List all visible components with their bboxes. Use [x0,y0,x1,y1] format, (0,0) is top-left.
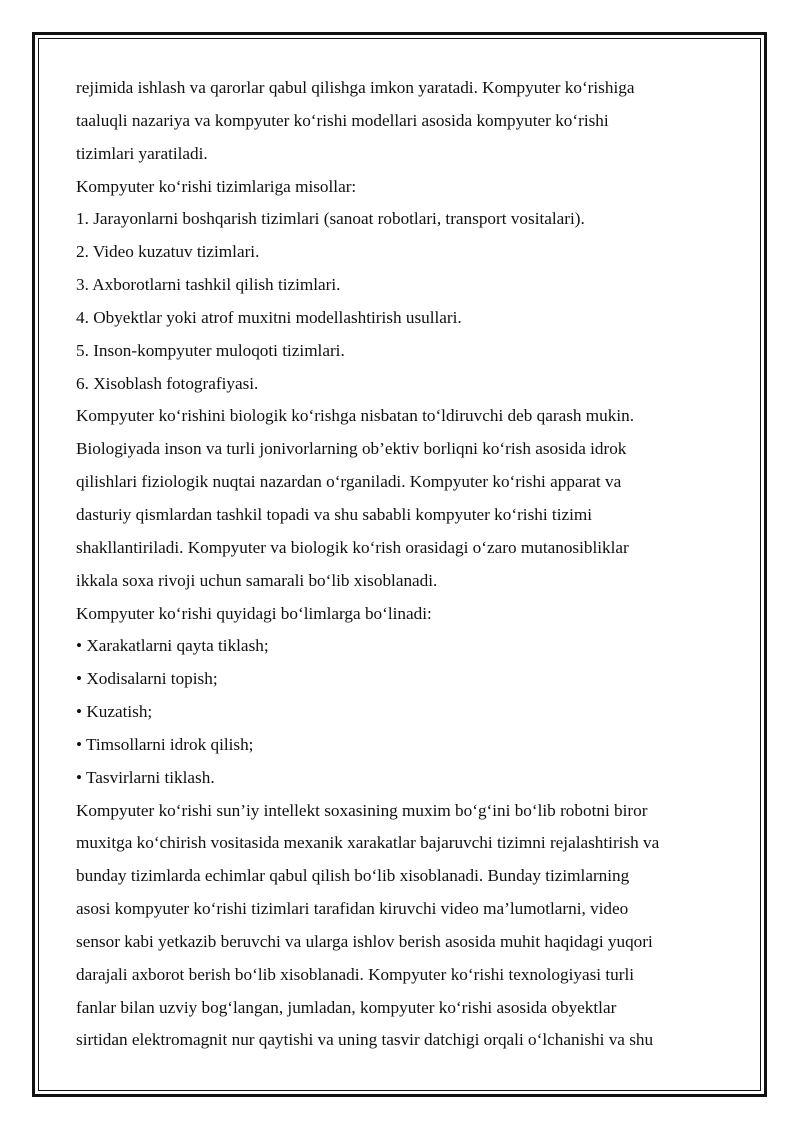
text-line: Kompyuter ko‘rishi quyidagi bo‘limlarga bo‘linadi: [76,603,432,623]
text-line: Kompyuter ko‘rishini biologik ko‘rishga nisbatan to‘ldiruvchi deb qarash mukin. [76,406,635,426]
list-item: 4. Obyektlar yoki atrof muxitni modellashtirish usullari. [76,307,462,327]
text-line: sensor kabi yetkazib beruvchi va ularga ishlov berish asosida muhit haqidagi yuqori [76,931,653,951]
text-line: shakllantiriladi. Kompyuter va biologik ko‘rish orasidagi o‘zaro mutanosibliklar [76,537,629,557]
bullet-item: • Tasvirlarni tiklash. [76,767,215,787]
text-line: muxitga ko‘chirish vositasida mexanik xarakatlar bajaruvchi tizimni rejalashtirish va [76,833,660,853]
bullet-item: • Kuzatish; [76,702,153,722]
text-line: ikkala soxa rivoji uchun samarali bo‘lib xisoblanadi. [76,570,438,590]
text-line: Biologiyada inson va turli jonivorlarning ob’ektiv borliqni ko‘rish asosida idrok [76,439,627,459]
list-item: 1. Jarayonlarni boshqarish tizimlari (sanoat robotlari, transport vositalari). [76,209,585,229]
list-item: 6. Xisoblash fotografiyasi. [76,373,259,393]
bullet-item: • Xodisalarni topish; [76,669,218,689]
text-line: rejimida ishlash va qarorlar qabul qilishga imkon yaratadi. Kompyuter ko‘rishiga [76,78,635,97]
bullet-item: • Xarakatlarni qayta tiklash; [76,636,269,656]
text-line: Kompyuter ko‘rishi sun’iy intellekt soxasining muxim bo‘g‘ini bo‘lib robotni biror [76,800,648,820]
text-line: dasturiy qismlardan tashkil topadi va shu sababli kompyuter ko‘rishi tizimi [76,504,593,524]
text-line: taaluqli nazariya va kompyuter ko‘rishi modellari asosida kompyuter ko‘rishi [76,110,609,130]
text-line: fanlar bilan uzviy bog‘langan, jumladan, kompyuter ko‘rishi asosida obyektlar [76,997,617,1017]
text-line: darajali axborot berish bo‘lib xisoblanadi. Kompyuter ko‘rishi texnologiyasi turli [76,964,635,984]
list-item: 5. Inson-kompyuter muloqoti tizimlari. [76,340,345,360]
text-line: sirtidan elektromagnit nur qaytishi va uning tasvir datchigi orqali o‘lchanishi va shu [76,1030,654,1050]
text-line: qilishlari fiziologik nuqtai nazardan o‘rganiladi. Kompyuter ko‘rishi apparat va [76,472,622,492]
text-line: asosi kompyuter ko‘rishi tizimlari tarafidan kiruvchi video ma’lumotlarni, video [76,899,629,919]
list-item: 2. Video kuzatuv tizimlari. [76,242,260,262]
text-line: tizimlari yaratiladi. [76,143,208,163]
list-item: 3. Axborotlarni tashkil qilish tizimlari. [76,275,341,295]
bullet-item: • Timsollarni idrok qilish; [76,734,254,754]
text-line: bunday tizimlarda echimlar qabul qilish bo‘lib xisoblanadi. Bunday tizimlarning [76,866,630,886]
text-line: Kompyuter ko‘rishi tizimlariga misollar: [76,176,357,196]
document-body [76,72,726,1057]
